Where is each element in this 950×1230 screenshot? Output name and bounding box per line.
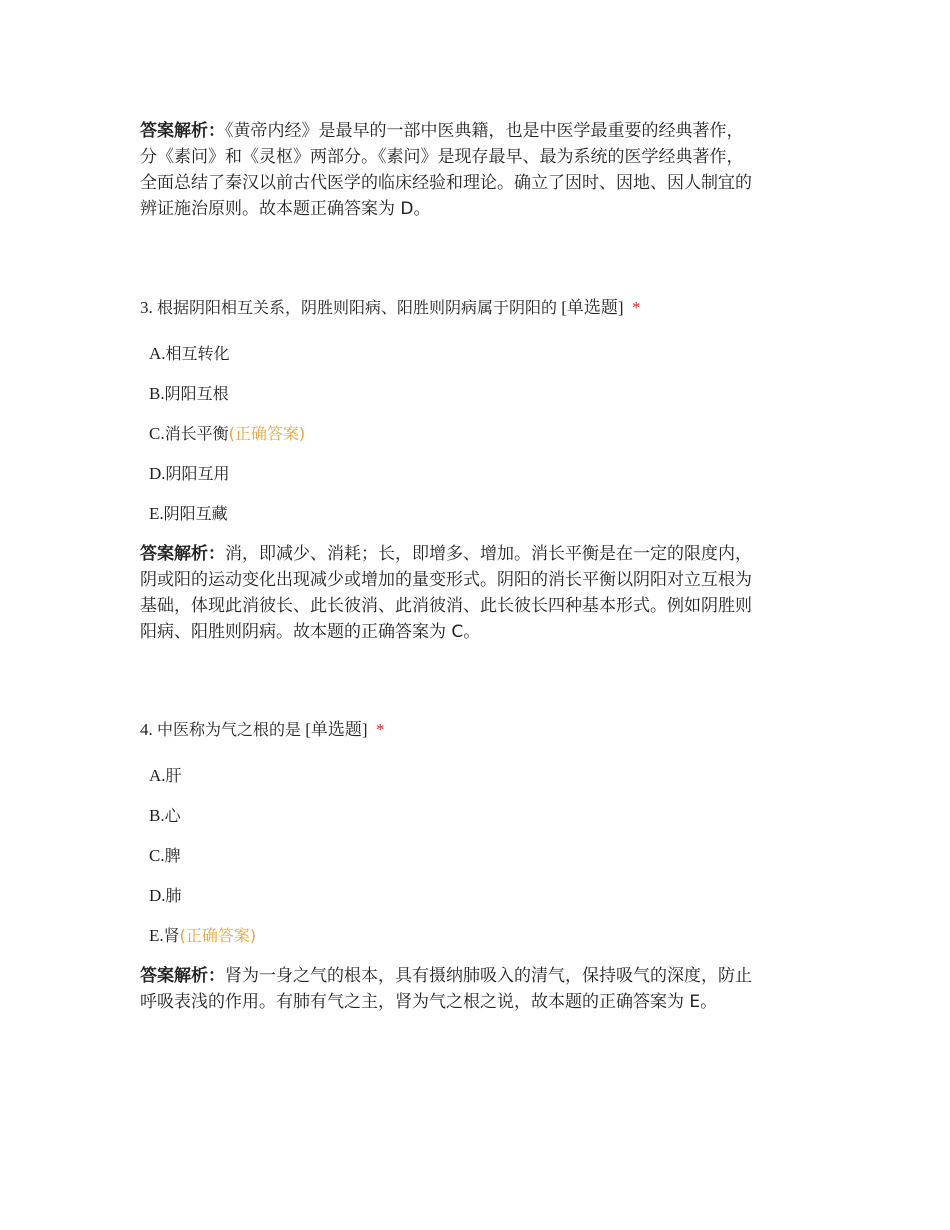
analysis-line: 全面总结了秦汉以前古代医学的临床经验和理论。确立了因时、因地、因人制宜的 xyxy=(140,173,752,193)
option-a: A.肝 xyxy=(149,766,182,785)
question-text: 中医称为气之根的是 xyxy=(157,720,302,739)
option-e: E.肾(正确答案) xyxy=(149,926,257,945)
option-b: B.阴阳互根 xyxy=(149,384,229,403)
analysis-line: 分《素问》和《灵枢》两部分。《素问》是现存最早、最为系统的医学经典著作， xyxy=(140,147,744,167)
analysis-line: 阳病、阳胜则阴病。故本题的正确答案为 C。 xyxy=(140,622,481,642)
analysis-line: 呼吸表浅的作用。有肺有气之主，肾为气之根之说，故本题的正确答案为 E。 xyxy=(140,992,718,1012)
analysis-line: 答案解析：消，即减少、消耗；长，即增多、增加。消长平衡是在一定的限度内， xyxy=(140,544,752,564)
analysis-label: 答案解析： xyxy=(140,966,225,986)
question-type: [单选题] xyxy=(561,298,624,317)
required-mark: * xyxy=(631,298,641,317)
option-e: E.阴阳互藏 xyxy=(149,504,228,523)
correct-answer-tag: (正确答案) xyxy=(228,424,306,443)
question-number: 3. xyxy=(140,298,153,317)
question-text: 根据阴阳相互关系，阴胜则阳病、阳胜则阴病属于阴阳的 xyxy=(157,298,558,317)
answer-analysis-q4 xyxy=(140,963,820,1015)
option-d: D.阴阳互用 xyxy=(149,464,230,483)
analysis-label: 答案解析： xyxy=(140,121,225,141)
analysis-label: 答案解析： xyxy=(140,544,225,564)
analysis-line: 答案解析：肾为一身之气的根本，具有摄纳肺吸入的清气，保持吸气的深度，防止 xyxy=(140,966,752,986)
option-a: A.相互转化 xyxy=(149,344,230,363)
question-4-title xyxy=(140,718,820,742)
option-c: C.消长平衡(正确答案) xyxy=(149,424,306,443)
question-3-title xyxy=(140,296,820,320)
option-c: C.脾 xyxy=(149,846,181,865)
answer-analysis-q2 xyxy=(140,118,820,222)
analysis-line: 阴或阳的运动变化出现减少或增加的量变形式。阴阳的消长平衡以阴阳对立互根为 xyxy=(140,570,752,590)
question-number: 4. xyxy=(140,720,153,739)
correct-answer-tag: (正确答案) xyxy=(179,926,257,945)
required-mark: * xyxy=(375,720,385,739)
analysis-line: 基础，体现此消彼长、此长彼消、此消彼消、此长彼长四种基本形式。例如阴胜则 xyxy=(140,596,752,616)
answer-analysis-q3 xyxy=(140,541,820,645)
option-b: B.心 xyxy=(149,806,181,825)
option-d: D.肺 xyxy=(149,886,182,905)
analysis-line: 答案解析：《黄帝内经》是最早的一部中医典籍，也是中医学最重要的经典著作， xyxy=(140,121,744,141)
question-type: [单选题] xyxy=(305,720,368,739)
analysis-line: 辨证施治原则。故本题正确答案为 D。 xyxy=(140,199,431,219)
